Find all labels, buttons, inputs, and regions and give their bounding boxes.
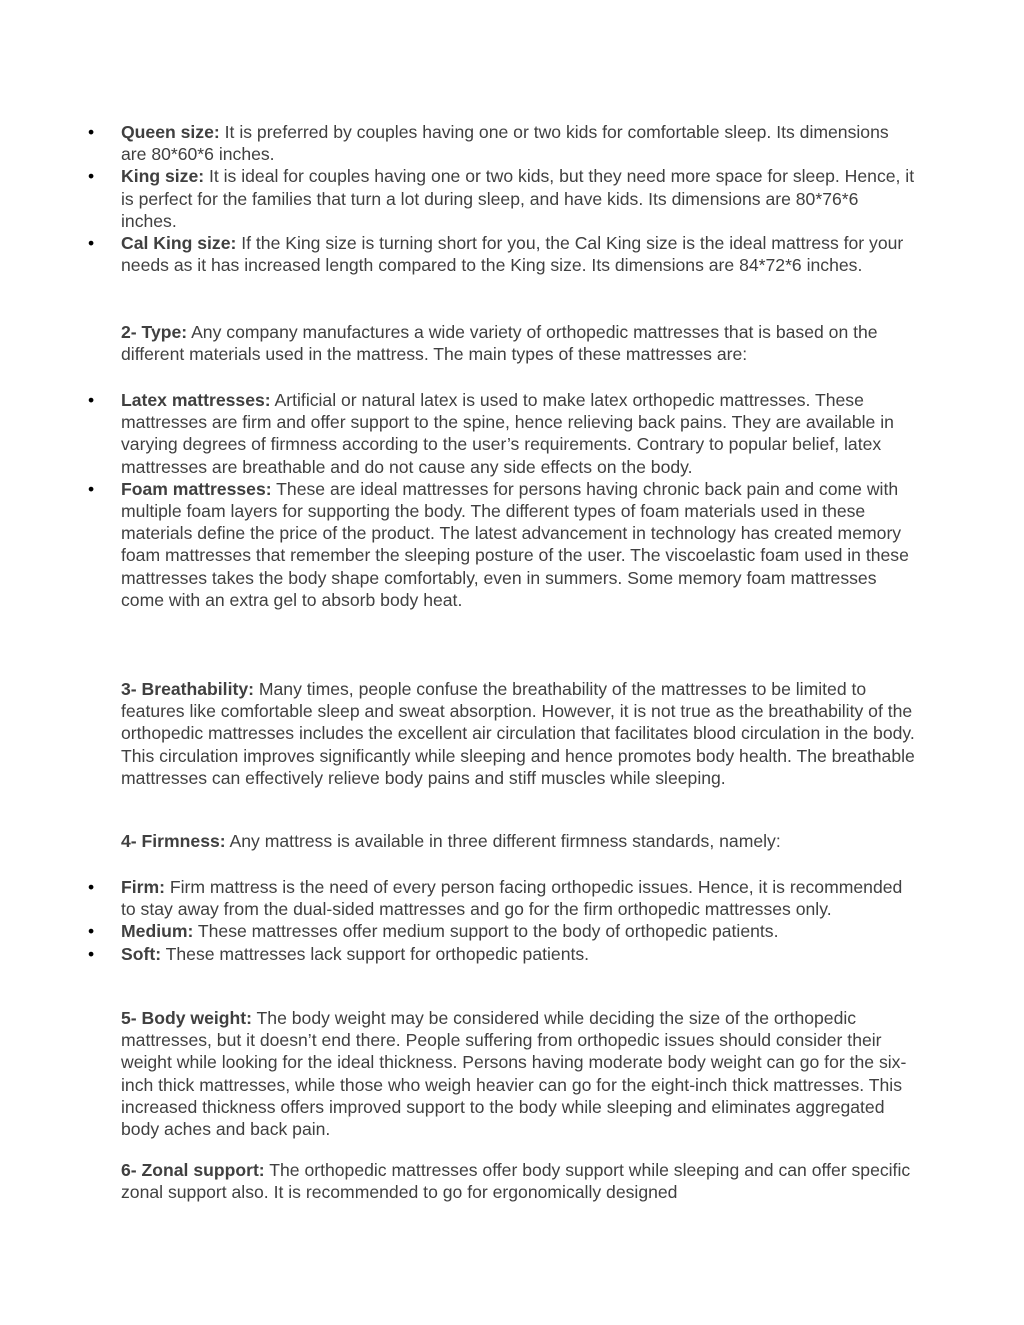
item-label: Queen size:: [121, 122, 220, 142]
list-item-medium: [88, 920, 916, 942]
list-item-firm: [88, 876, 916, 920]
list-item-foam: [88, 478, 916, 611]
item-text: It is ideal for couples having one or two kids, but they need more space for sleep. Hence, it is perfect for the families that turn a lot during sleep, and have kids. Its dimensions are 80*76*6 inches.: [121, 166, 915, 231]
bullet-icon: •: [88, 233, 95, 254]
item-label: Latex mattresses:: [121, 390, 271, 410]
list-item-queen-size: [88, 121, 916, 165]
section-text: Many times, people confuse the breathability of the mattresses to be limited to features like comfortable sleep and sweat absorption. However, it is not true as the breathability of the orthopedic mattresses includes the excellent air circulation that facilitates blood circulation in the body. This circulation improves significantly while sleeping and hence promotes body health. The breathable mattresses can effectively relieve body pains and stiff muscles while sleeping.: [121, 679, 915, 788]
body-weight-paragraph: [121, 1007, 916, 1140]
item-label: Medium:: [121, 921, 194, 942]
size-list: [88, 121, 916, 276]
item-label: King size:: [121, 166, 205, 187]
item-text: Artificial or natural latex is used to make latex orthopedic mattresses. These mattresses are firm and offer support to the spine, hence relieving back pains. They are available in varying degrees of firmness according to the user’s requirements. Contrary to popular belief, latex mattresses are breathable and do not cause any side effects on the body.: [121, 390, 894, 477]
item-label: Foam mattresses:: [121, 478, 272, 499]
item-text: These mattresses offer medium support to the body of orthopedic patients.: [193, 921, 779, 942]
section-text: The orthopedic mattresses offer body support while sleeping and can offer specific zonal support also. It is recommended to go for ergonomically designed: [121, 1160, 911, 1203]
section-text: Any company manufactures a wide variety of orthopedic mattresses that is based on the different materials used in the mattress. The main types of these mattresses are:: [121, 322, 878, 365]
firmness-paragraph: [121, 830, 916, 852]
firmness-list: [88, 876, 916, 965]
item-text: Firm mattress is the need of every person facing orthopedic issues. Hence, it is recommended to stay away from the dual-sided mattresses and go for the firm orthopedic mattresses only.: [121, 877, 903, 920]
zonal-support-paragraph: [121, 1159, 916, 1203]
bullet-icon: •: [88, 877, 95, 897]
item-label: Cal King size:: [121, 233, 237, 254]
list-item-soft: [88, 943, 916, 965]
type-paragraph: [121, 321, 916, 365]
section-heading: 3- Breathability:: [121, 679, 254, 699]
section-heading: 4- Firmness:: [121, 831, 226, 851]
section-heading: 5- Body weight:: [121, 1008, 252, 1028]
breathability-paragraph: [121, 678, 916, 789]
item-text: It is preferred by couples having one or two kids for comfortable sleep. Its dimensions are 80*60*6 inches.: [121, 122, 889, 165]
list-item-king-size: [88, 165, 916, 232]
section-text: The body weight may be considered while deciding the size of the orthopedic mattresses, but it doesn’t end there. People suffering from orthopedic issues should consider their weight while looking for the ideal thickness. Persons having moderate body weight can go for the six-inch thick mattresses, while those who weigh heavier can go for the eight-inch thick mattresses. This increased thickness offers improved support to the body while sleeping and eliminates aggregated body aches and back pain.: [121, 1008, 907, 1140]
item-label: Firm:: [121, 877, 165, 897]
section-heading: 6- Zonal support:: [121, 1160, 265, 1180]
bullet-icon: •: [88, 478, 95, 499]
section-heading: 2- Type:: [121, 322, 188, 342]
item-text: If the King size is turning short for you, the Cal King size is the ideal mattress for your needs as it has increased length compared to the King size. Its dimensions are 84*72*6 inches.: [121, 233, 904, 276]
bullet-icon: •: [88, 122, 95, 142]
item-text: These mattresses lack support for orthopedic patients.: [161, 943, 590, 964]
bullet-icon: •: [88, 390, 95, 410]
bullet-icon: •: [88, 921, 95, 942]
list-item-latex: [88, 389, 916, 478]
item-text: These are ideal mattresses for persons having chronic back pain and come with multiple foam layers for supporting the body. The different types of foam materials used in these materials define the price of the product. The latest advancement in technology has created memory foam mattresses that remember the sleeping posture of the user. The viscoelastic foam used in these mattresses takes the body shape comfortably, even in summers. Some memory foam mattresses come with an extra gel to absorb body heat.: [121, 478, 909, 610]
mattress-type-list: [88, 389, 916, 611]
bullet-icon: •: [88, 943, 95, 964]
item-label: Soft:: [121, 943, 162, 964]
list-item-cal-king-size: [88, 232, 916, 276]
bullet-icon: •: [88, 166, 95, 187]
section-text: Any mattress is available in three different firmness standards, namely:: [225, 831, 781, 851]
